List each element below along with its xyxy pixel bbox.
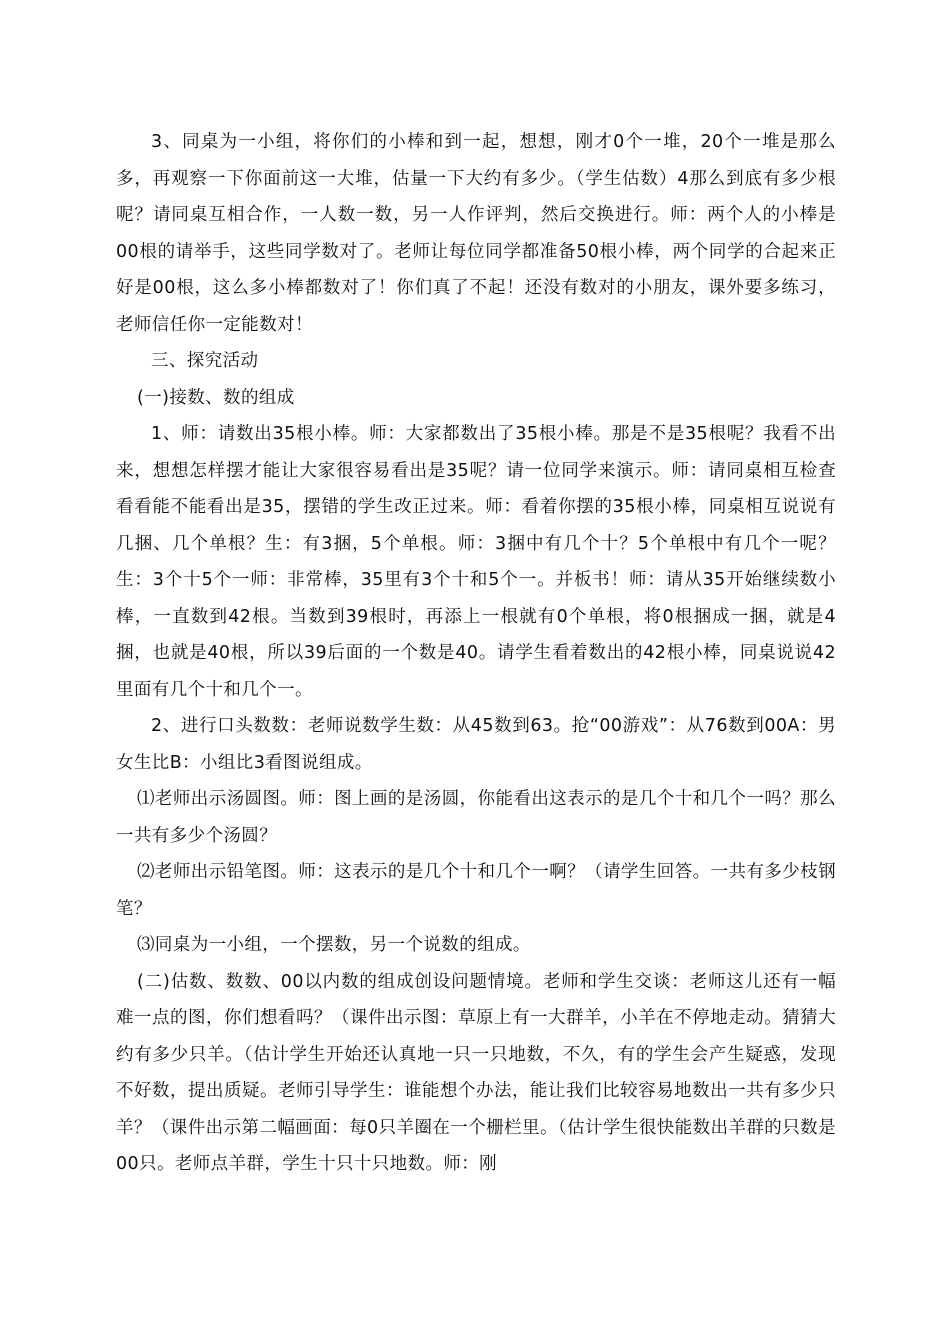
paragraph-item-1: ⑴老师出示汤圆图。师：图上画的是汤圆，你能看出这表示的是几个十和几个一吗？那么一共有多少个汤圆？ (116, 789, 836, 846)
paragraph-group-work: 3、同桌为一小组，将你们的小棒和到一起，想想，刚才0个一堆，20个一堆是那么多，再观察一下你面前这一大堆，估量一下大约有多少。（学生估数）4那么到底有多少根呢？请同桌互相合作，一人数一数，另一人作评判，然后交换进行。师：两个人的小棒是00根的请举手，这些同学数对了。老师让每位同学都准备50根小棒，两个同学的合起来正好是00根，这么多小棒都数对了！你们真了不起！还没有数对的小朋友，课外要多练习，老师信任你一定能数对！ (116, 132, 836, 335)
paragraph-step-1: 1、师：请数出35根小棒。师：大家都数出了35根小棒。那是不是35根呢？我看不出来，想想怎样摆才能让大家很容易看出是35呢？请一位同学来演示。师：请同桌相互检查看看能不能看出是35，摆错的学生改正过来。师：看着你摆的35根小棒，同桌相互说说有几捆、几个单根？生：有3捆，5个单根。师：3捆中有几个十？5个单根中有几个一呢？生：3个十5个一师：非常棒，35里有3个十和5个一。并板书！师：请从35开始继续数小棒，一直数到42根。当数到39根时，再添上一根就有0个单根，将0根捆成一捆，就是4捆，也就是40根，所以39后面的一个数是40。请学生看着数出的42根小棒，同桌说说42里面有几个十和几个一。 (116, 424, 836, 700)
section-heading-exploration: 三、探究活动 (151, 351, 259, 371)
paragraph-estimation: (二)估数、数数、00以内数的组成创设问题情境。老师和学生交谈：老师这儿还有一幅难一点的图，你们想看吗？（课件出示图：草原上有一大群羊，小羊在不停地走动。猜猜大约有多少只羊。（估计学生开始还认真地一只一只地数，不久，有的学生会产生疑惑，发现不好数，提出质疑。老师引导学生：谁能想个办法，能让我们比较容易地数出一共有多少只羊？（课件出示第二幅画面：每0只羊圈在一个栅栏里。（估计学生很快能数出羊群的只数是00只。老师点羊群，学生十只十只地数。师：刚 (116, 971, 836, 1174)
paragraph-item-3: ⑶同桌为一小组，一个摆数，另一个说数的组成。 (137, 935, 531, 955)
paragraph-step-2: 2、进行口头数数：老师说数学生数：从45数到63。抢“00游戏”：从76数到00A：男女生比B：小组比3看图说组成。 (116, 716, 836, 773)
paragraph-item-2: ⑵老师出示铅笔图。师：这表示的是几个十和几个一啊？（请学生回答。一共有多少枝钢笔？ (116, 862, 836, 919)
document-body (116, 124, 836, 1183)
subsection-heading-counting: (一)接数、数的组成 (137, 387, 295, 408)
